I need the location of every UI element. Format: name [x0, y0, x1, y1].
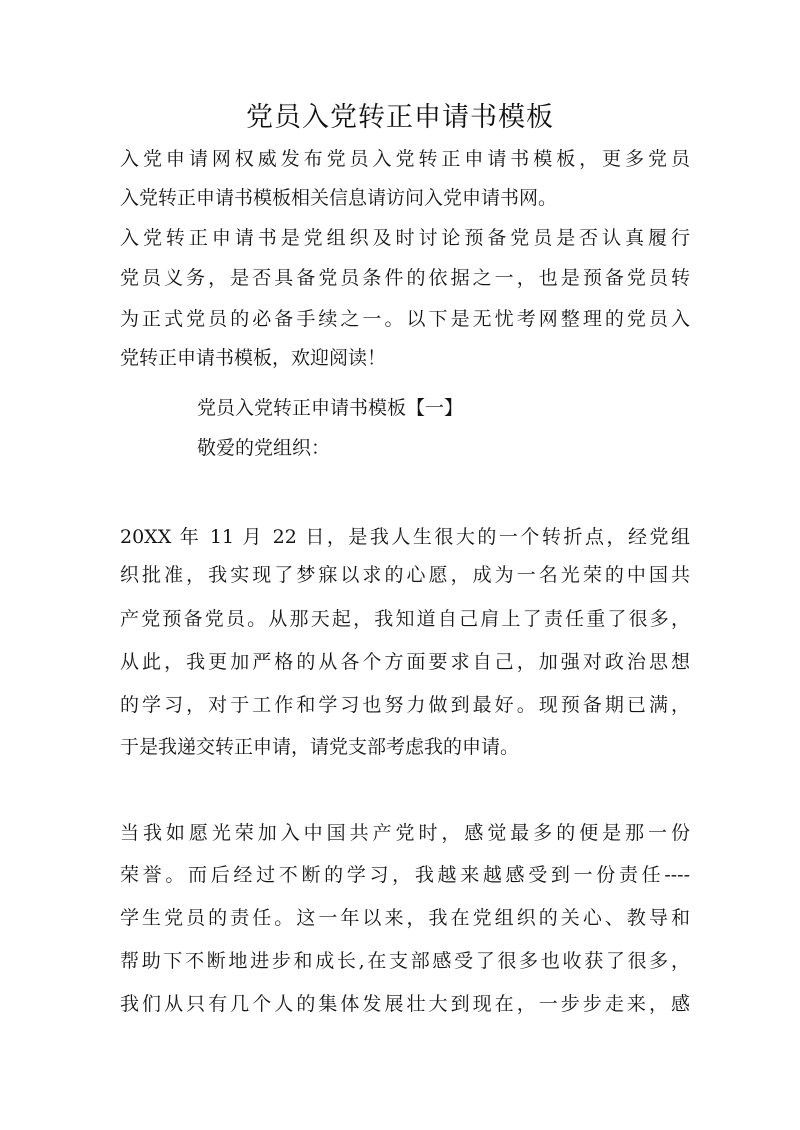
paragraph-line: 20XX 年 11 月 22 日，是我人生很大的一个转折点，经党组 — [120, 526, 690, 548]
paragraph-line: 织批准，我实现了梦寐以求的心愿，成为一名光荣的中国共 — [120, 564, 690, 586]
paragraph-line: 产党预备党员。从那天起，我知道自己肩上了责任重了很多， — [120, 608, 690, 630]
document-title: 党员入党转正申请书模板 — [246, 102, 554, 133]
intro-line: 党转正申请书模板，欢迎阅读！ — [120, 347, 387, 369]
paragraph-line: 从此，我更加严格的从各个方面要求自己，加强对政治思想 — [120, 651, 690, 673]
intro-line: 入党转正申请书模板相关信息请访问入党申请书网。 — [120, 187, 558, 209]
intro-line: 入党转正申请书是党组织及时讨论预备党员是否认真履行 — [120, 227, 690, 249]
paragraph-line: 的学习，对于工作和学习也努力做到最好。现预备期已满， — [120, 694, 690, 716]
paragraph-line: 学生党员的责任。这一年以来，我在党组织的关心、教导和 — [120, 907, 690, 929]
intro-line: 为正式党员的必备手续之一。以下是无忧考网整理的党员入 — [120, 308, 690, 330]
salutation: 敬爱的党组织： — [197, 437, 331, 459]
paragraph-line: 于是我递交转正申请，请党支部考虑我的申请。 — [120, 736, 520, 758]
paragraph-line: 荣誉。而后经过不断的学习，我越来越感受到一份责任---- — [120, 864, 690, 886]
paragraph-line: 我们从只有几个人的集体发展壮大到现在，一步步走来，感 — [120, 993, 690, 1015]
intro-line: 党员义务，是否具备党员条件的依据之一，也是预备党员转 — [120, 267, 690, 289]
intro-line: 入党申请网权威发布党员入党转正申请书模板，更多党员 — [120, 148, 690, 170]
section-heading: 党员入党转正申请书模板【一】 — [197, 397, 464, 419]
paragraph-line: 帮助下不断地进步和成长,在支部感受了很多也收获了很多， — [120, 950, 690, 972]
paragraph-line: 当我如愿光荣加入中国共产党时，感觉最多的便是那一份 — [120, 822, 690, 844]
